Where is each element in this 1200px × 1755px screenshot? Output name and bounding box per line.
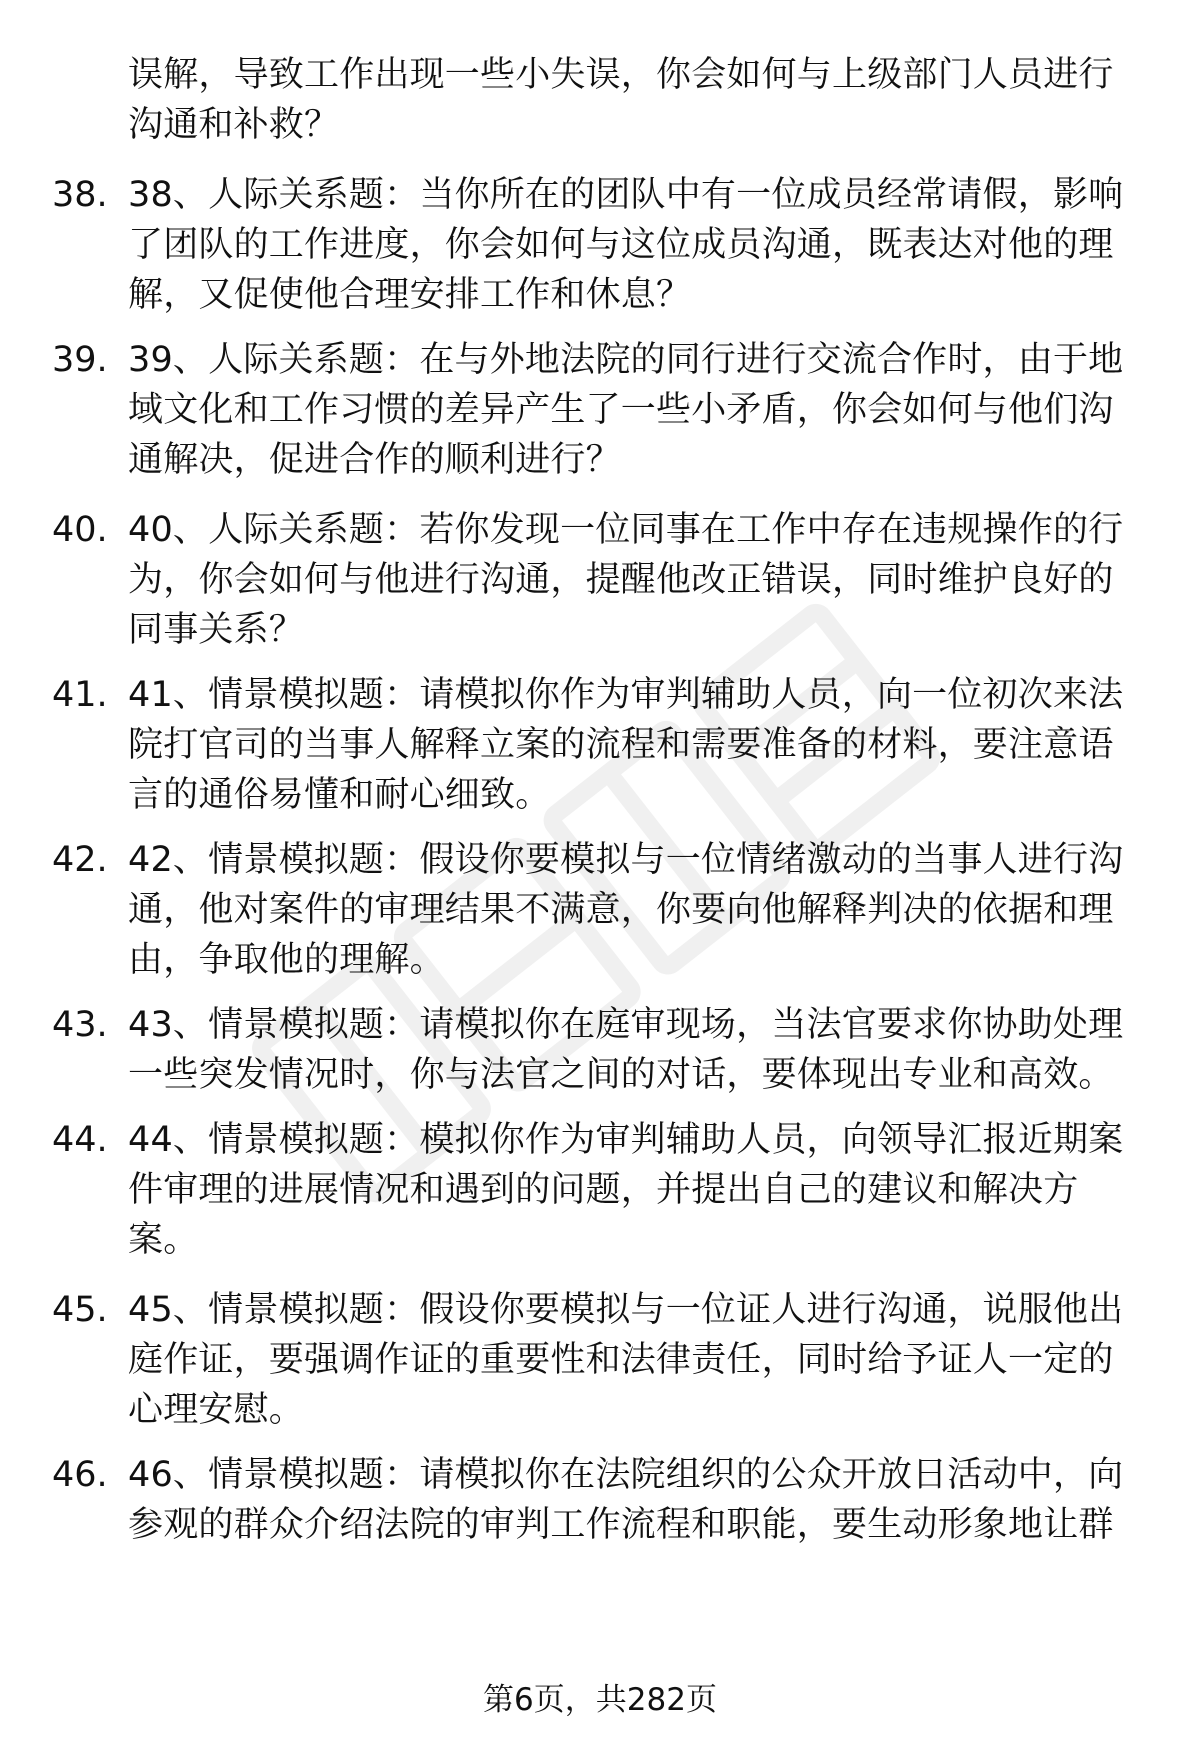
item-line: 通解决，促进合作的顺利进行？ (128, 440, 621, 480)
item-text (128, 335, 1146, 485)
item-line: 案。 (128, 1220, 199, 1260)
item-line: 同事关系？ (128, 610, 305, 650)
item-text (128, 835, 1146, 985)
item-line: 了团队的工作进度，你会如何与这位成员沟通，既表达对他的理 (128, 225, 1114, 265)
item-text (128, 50, 1146, 150)
item-line: 解，又促使他合理安排工作和休息？ (128, 275, 692, 315)
item-text (128, 1285, 1146, 1435)
item-number: 38. (52, 175, 108, 215)
item-line: 通，他对案件的审理结果不满意，你要向他解释判决的依据和理 (128, 890, 1114, 930)
item-text (128, 1000, 1146, 1100)
item-line: 40、人际关系题：若你发现一位同事在工作中存在违规操作的行 (128, 510, 1124, 550)
item-line: 域文化和工作习惯的差异产生了一些小矛盾，你会如何与他们沟 (128, 390, 1114, 430)
item-line: 42、情景模拟题：假设你要模拟与一位情绪激动的当事人进行沟 (128, 840, 1124, 880)
item-line: 38、人际关系题：当你所在的团队中有一位成员经常请假，影响 (128, 175, 1124, 215)
item-number: 46. (52, 1455, 108, 1495)
item-line: 为，你会如何与他进行沟通，提醒他改正错误，同时维护良好的 (128, 560, 1114, 600)
item-number: 41. (52, 675, 108, 715)
item-number: 45. (52, 1290, 108, 1330)
item-line: 沟通和补救？ (128, 105, 340, 145)
item-line: 41、情景模拟题：请模拟你作为审判辅助人员，向一位初次来法 (128, 675, 1124, 715)
item-text (128, 505, 1146, 655)
item-line: 误解，导致工作出现一些小失误，你会如何与上级部门人员进行 (128, 55, 1114, 95)
item-line: 庭作证，要强调作证的重要性和法律责任，同时给予证人一定的 (128, 1340, 1114, 1380)
item-line: 45、情景模拟题：假设你要模拟与一位证人进行沟通，说服他出 (128, 1290, 1124, 1330)
item-line: 43、情景模拟题：请模拟你在庭审现场，当法官要求你协助处理 (128, 1005, 1124, 1045)
item-line: 心理安慰。 (128, 1390, 305, 1430)
item-number: 44. (52, 1120, 108, 1160)
page-footer: 第6页，共282页 (483, 1682, 717, 1718)
item-text (128, 1115, 1146, 1265)
item-line: 一些突发情况时，你与法官之间的对话，要体现出专业和高效。 (128, 1055, 1114, 1095)
item-number: 43. (52, 1005, 108, 1045)
item-line: 39、人际关系题：在与外地法院的同行进行交流合作时，由于地 (128, 340, 1124, 380)
item-line: 言的通俗易懂和耐心细致。 (128, 775, 551, 815)
item-line: 件审理的进展情况和遇到的问题，并提出自己的建议和解决方 (128, 1170, 1079, 1210)
item-text (128, 1450, 1146, 1550)
item-number: 39. (52, 340, 108, 380)
item-line: 44、情景模拟题：模拟你作为审判辅助人员，向领导汇报近期案 (128, 1120, 1124, 1160)
item-number: 42. (52, 840, 108, 880)
item-text (128, 170, 1146, 320)
item-number: 40. (52, 510, 108, 550)
item-line: 参观的群众介绍法院的审判工作流程和职能，要生动形象地让群 (128, 1505, 1114, 1545)
item-line: 院打官司的当事人解释立案的流程和需要准备的材料，要注意语 (128, 725, 1114, 765)
item-line: 由，争取他的理解。 (128, 940, 445, 980)
item-text (128, 670, 1146, 820)
item-line: 46、情景模拟题：请模拟你在法院组织的公众开放日活动中，向 (128, 1455, 1124, 1495)
